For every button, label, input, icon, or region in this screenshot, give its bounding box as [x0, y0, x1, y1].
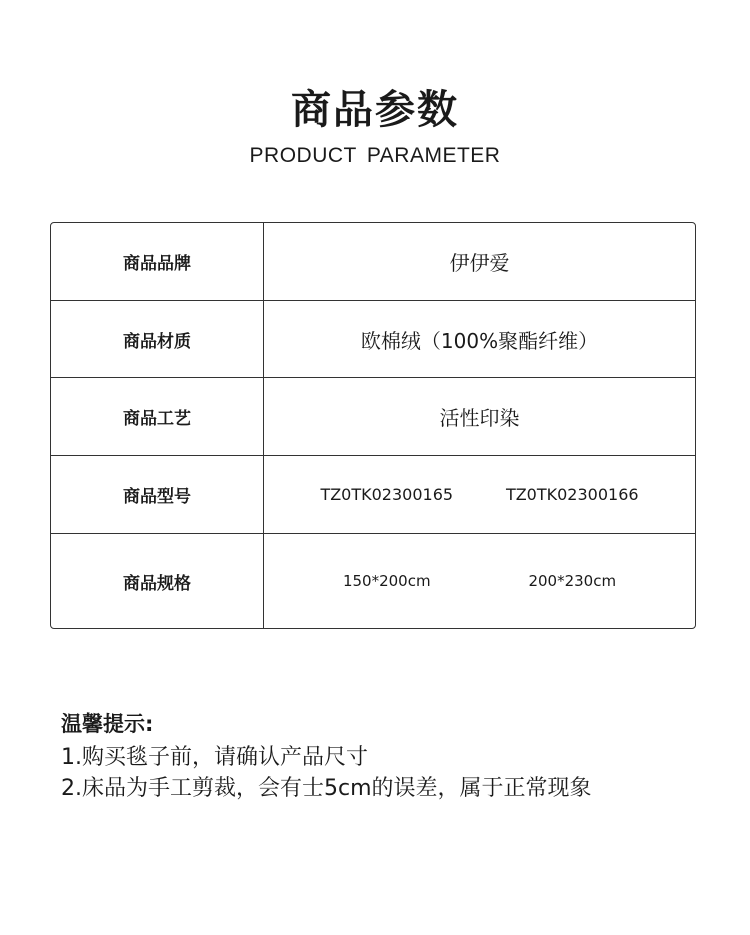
table-row-craft	[51, 378, 695, 456]
tips-title: 温馨提示:	[61, 712, 154, 736]
row-label: 商品规格	[51, 534, 264, 628]
tips-section	[61, 708, 592, 804]
row-values	[264, 456, 695, 533]
table-row-brand	[51, 223, 695, 301]
row-value: 伊伊爱	[449, 251, 510, 275]
table-row-model	[51, 456, 695, 534]
table-row-size	[51, 534, 695, 628]
row-label: 商品品牌	[51, 223, 264, 300]
table-row-material	[51, 301, 695, 378]
page-subtitle: PRODUCT PARAMETER	[249, 144, 501, 167]
row-label: 商品工艺	[51, 378, 264, 455]
row-label: 商品材质	[51, 301, 264, 377]
tips-line-1: 1.购买毯子前，请确认产品尺寸	[61, 745, 368, 770]
row-label: 商品型号	[51, 456, 264, 533]
tips-line-2: 2.床品为手工剪裁，会有士5cm的误差，属于正常现象	[61, 776, 592, 801]
model-value-1: TZ0TK02300165	[320, 485, 454, 504]
row-values	[264, 534, 695, 628]
parameter-table	[50, 222, 696, 629]
size-value-1: 150*200cm	[342, 572, 431, 590]
row-value: 欧棉绒（100%聚酯纤维）	[360, 328, 599, 353]
row-value: 活性印染	[439, 406, 520, 430]
model-value-2: TZ0TK02300166	[505, 485, 639, 504]
page-title: 商品参数	[291, 87, 459, 133]
size-value-2: 200*230cm	[528, 572, 617, 590]
